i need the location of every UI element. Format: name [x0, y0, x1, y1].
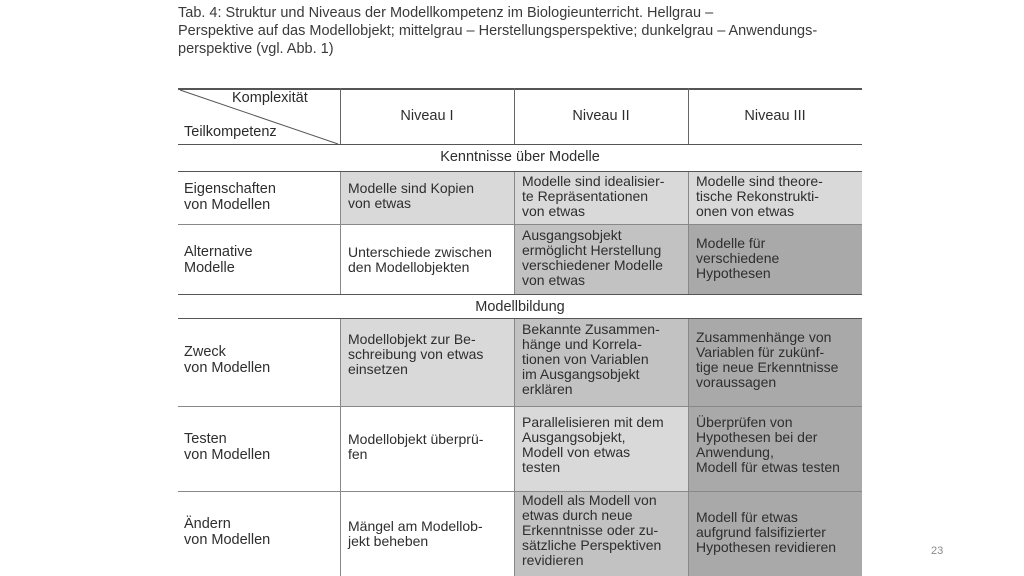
- table-cell: Zusammenhänge von Variablen für zukünf- tige neue Erkenntnisse voraussagen: [688, 319, 862, 406]
- table-cell: Modellobjekt überprü- fen: [348, 431, 484, 462]
- column-divider: [340, 88, 341, 144]
- row-label: Ändern von Modellen: [184, 516, 271, 548]
- level-1-header: Niveau I: [400, 108, 454, 124]
- table-cell: Unterschiede zwischen den Modellobjekten: [348, 244, 492, 275]
- table-cell: Mängel am Modellob- jekt beheben: [348, 518, 483, 549]
- column-divider: [340, 319, 341, 576]
- table-cell: Modell als Modell von etwas durch neue Erkenntnisse oder zu- sätzliche Perspektiven revidieren: [514, 492, 688, 576]
- column-divider: [688, 88, 689, 144]
- section-title: Modellbildung: [475, 299, 565, 315]
- row-label: Zweck von Modellen: [184, 344, 271, 376]
- table-cell: Überprüfen von Hypothesen bei der Anwendung, Modell für etwas testen: [688, 407, 862, 491]
- table-cell: Modelle sind idealisier- te Repräsentationen von etwas: [514, 172, 688, 224]
- caption-line-1: Tab. 4: Struktur und Niveaus der Modellkompetenz im Biologieunterricht. Hellgrau –: [178, 5, 714, 21]
- complexity-label: Komplexität: [232, 90, 308, 106]
- subcompetence-label: Teilkompetenz: [184, 124, 277, 140]
- table-cell: Modelle sind Kopien von etwas: [340, 172, 514, 224]
- column-divider: [340, 172, 341, 294]
- table-caption: [178, 4, 878, 58]
- competence-table: [178, 88, 862, 576]
- table-cell: Modelle sind theore- tische Rekonstrukti- onen von etwas: [688, 172, 862, 224]
- table-cell: Ausgangsobjekt ermöglicht Herstellung verschiedener Modelle von etwas: [514, 225, 688, 294]
- column-divider: [688, 172, 689, 294]
- row-label: Testen von Modellen: [184, 431, 271, 463]
- column-divider: [688, 319, 689, 576]
- section-rule: [178, 294, 862, 295]
- caption-line-2: Perspektive auf das Modellobjekt; mittelgrau – Herstellungsperspektive; dunkelgrau – Anwendungs-: [178, 23, 818, 39]
- column-divider: [514, 319, 515, 576]
- column-divider: [514, 88, 515, 144]
- level-2-header: Niveau II: [572, 108, 630, 124]
- row-label: Eigenschaften von Modellen: [184, 181, 276, 213]
- table-cell: Bekannte Zusammen- hänge und Korrela- tionen von Variablen im Ausgangsobjekt erklären: [514, 319, 688, 406]
- caption-line-3: perspektive (vgl. Abb. 1): [178, 41, 334, 57]
- section-title: Kenntnisse über Modelle: [440, 149, 600, 165]
- header-rule: [178, 144, 862, 145]
- level-3-header: Niveau III: [744, 108, 806, 124]
- table-cell: Modell für etwas aufgrund falsifizierter Hypothesen revidieren: [688, 492, 862, 576]
- table-cell: Modelle für verschiedene Hypothesen: [688, 225, 862, 294]
- column-divider: [514, 172, 515, 294]
- row-label: Alternative Modelle: [184, 244, 253, 276]
- page-number: 23: [931, 545, 944, 557]
- table-cell: Modellobjekt zur Be- schreibung von etwas einsetzen: [340, 319, 514, 406]
- table-cell: Parallelisieren mit dem Ausgangsobjekt, Modell von etwas testen: [514, 407, 688, 491]
